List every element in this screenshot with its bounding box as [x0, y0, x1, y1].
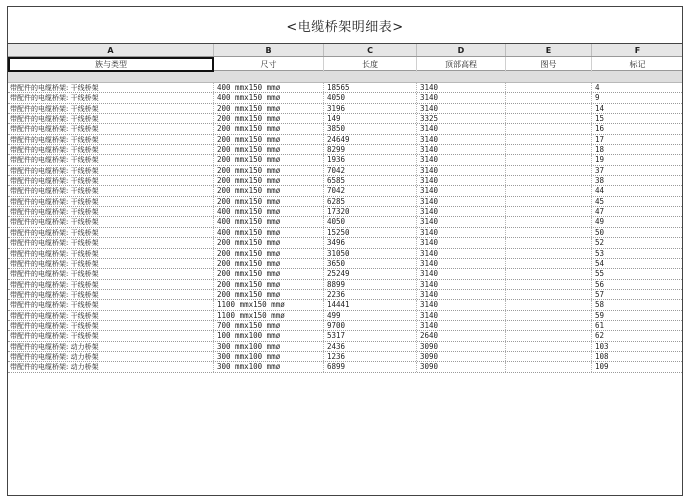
- cell-top-elevation[interactable]: 3140: [417, 124, 506, 133]
- cell-top-elevation[interactable]: 3325: [417, 114, 506, 123]
- cell-family-type[interactable]: 带配件的电缆桥架: 干线桥架: [8, 197, 214, 206]
- table-row[interactable]: [8, 352, 682, 362]
- table-row[interactable]: [8, 342, 682, 352]
- cell-family-type[interactable]: 带配件的电缆桥架: 干线桥架: [8, 249, 214, 258]
- column-header-row: [8, 57, 682, 71]
- cell-family-type[interactable]: 带配件的电缆桥架: 干线桥架: [8, 259, 214, 268]
- table-row[interactable]: [8, 217, 682, 227]
- cell-mark[interactable]: 37: [592, 166, 683, 175]
- cell-family-type[interactable]: 带配件的电缆桥架: 动力桥架: [8, 362, 214, 371]
- cell-size[interactable]: 200 mmx150 mmø: [214, 249, 324, 258]
- cell-length[interactable]: 7042: [324, 186, 417, 195]
- cell-mark[interactable]: 16: [592, 124, 683, 133]
- cell-drawing-number[interactable]: [506, 300, 592, 309]
- cell-length[interactable]: 6899: [324, 362, 417, 371]
- cell-mark[interactable]: 58: [592, 300, 683, 309]
- cell-top-elevation[interactable]: 3140: [417, 197, 506, 206]
- cell-length[interactable]: 4050: [324, 93, 417, 102]
- header-family-type[interactable]: 族与类型: [8, 57, 214, 72]
- header-top-elevation[interactable]: 顶部高程: [417, 57, 506, 72]
- cell-size[interactable]: 400 mmx150 mmø: [214, 207, 324, 216]
- cell-length[interactable]: 499: [324, 311, 417, 320]
- cell-length[interactable]: 4050: [324, 217, 417, 226]
- cell-size[interactable]: 300 mmx100 mmø: [214, 362, 324, 371]
- table-row[interactable]: [8, 166, 682, 176]
- cell-top-elevation[interactable]: 3140: [417, 280, 506, 289]
- cell-size[interactable]: 400 mmx150 mmø: [214, 228, 324, 237]
- cell-drawing-number[interactable]: [506, 217, 592, 226]
- cell-mark[interactable]: 49: [592, 217, 683, 226]
- table-row[interactable]: [8, 280, 682, 290]
- cell-top-elevation[interactable]: 3140: [417, 166, 506, 175]
- table-body: [8, 83, 682, 373]
- cell-drawing-number[interactable]: [506, 166, 592, 175]
- cell-mark[interactable]: 109: [592, 362, 683, 371]
- cell-family-type[interactable]: 带配件的电缆桥架: 干线桥架: [8, 176, 214, 185]
- cell-length[interactable]: 2436: [324, 342, 417, 351]
- cell-length[interactable]: 18565: [324, 83, 417, 92]
- cell-family-type[interactable]: 带配件的电缆桥架: 干线桥架: [8, 104, 214, 113]
- cell-family-type[interactable]: 带配件的电缆桥架: 干线桥架: [8, 145, 214, 154]
- cell-length[interactable]: 1236: [324, 352, 417, 361]
- cell-drawing-number[interactable]: [506, 321, 592, 330]
- cell-length[interactable]: 3650: [324, 259, 417, 268]
- cell-length[interactable]: 7042: [324, 166, 417, 175]
- cell-size[interactable]: 200 mmx150 mmø: [214, 238, 324, 247]
- table-row[interactable]: [8, 238, 682, 248]
- cell-mark[interactable]: 53: [592, 249, 683, 258]
- cell-top-elevation[interactable]: 3140: [417, 83, 506, 92]
- cell-family-type[interactable]: 带配件的电缆桥架: 干线桥架: [8, 300, 214, 309]
- table-row[interactable]: [8, 362, 682, 372]
- cell-length[interactable]: 3196: [324, 104, 417, 113]
- table-row[interactable]: [8, 83, 682, 93]
- cell-drawing-number[interactable]: [506, 269, 592, 278]
- cell-drawing-number[interactable]: [506, 104, 592, 113]
- cell-size[interactable]: 200 mmx150 mmø: [214, 176, 324, 185]
- cell-size[interactable]: 200 mmx150 mmø: [214, 124, 324, 133]
- cell-length[interactable]: 8299: [324, 145, 417, 154]
- column-letter-d[interactable]: D: [417, 44, 506, 56]
- cell-mark[interactable]: 52: [592, 238, 683, 247]
- table-row[interactable]: [8, 176, 682, 186]
- cell-size[interactable]: 1100 mmx150 mmø: [214, 311, 324, 320]
- cell-mark[interactable]: 47: [592, 207, 683, 216]
- cell-family-type[interactable]: 带配件的电缆桥架: 干线桥架: [8, 217, 214, 226]
- cell-size[interactable]: 400 mmx150 mmø: [214, 93, 324, 102]
- cell-mark[interactable]: 4: [592, 83, 683, 92]
- cell-size[interactable]: 200 mmx150 mmø: [214, 145, 324, 154]
- cell-length[interactable]: 8899: [324, 280, 417, 289]
- cell-family-type[interactable]: 带配件的电缆桥架: 干线桥架: [8, 311, 214, 320]
- cell-size[interactable]: 200 mmx150 mmø: [214, 104, 324, 113]
- cell-mark[interactable]: 59: [592, 311, 683, 320]
- cell-family-type[interactable]: 带配件的电缆桥架: 干线桥架: [8, 207, 214, 216]
- column-letter-f[interactable]: F: [592, 44, 683, 56]
- table-row[interactable]: [8, 300, 682, 310]
- cell-top-elevation[interactable]: 3140: [417, 93, 506, 102]
- cell-family-type[interactable]: 带配件的电缆桥架: 干线桥架: [8, 228, 214, 237]
- cell-size[interactable]: 400 mmx150 mmø: [214, 83, 324, 92]
- cell-length[interactable]: 6585: [324, 176, 417, 185]
- cell-drawing-number[interactable]: [506, 238, 592, 247]
- cell-family-type[interactable]: 带配件的电缆桥架: 干线桥架: [8, 238, 214, 247]
- cell-top-elevation[interactable]: 3140: [417, 290, 506, 299]
- cell-drawing-number[interactable]: [506, 114, 592, 123]
- column-letter-e[interactable]: E: [506, 44, 592, 56]
- cell-drawing-number[interactable]: [506, 176, 592, 185]
- cell-size[interactable]: 300 mmx100 mmø: [214, 342, 324, 351]
- cell-mark[interactable]: 15: [592, 114, 683, 123]
- cell-family-type[interactable]: 带配件的电缆桥架: 干线桥架: [8, 331, 214, 340]
- cell-mark[interactable]: 56: [592, 280, 683, 289]
- cell-top-elevation[interactable]: 3140: [417, 217, 506, 226]
- cell-top-elevation[interactable]: 3140: [417, 311, 506, 320]
- header-size[interactable]: 尺寸: [214, 57, 324, 72]
- cell-mark[interactable]: 57: [592, 290, 683, 299]
- cell-size[interactable]: 200 mmx150 mmø: [214, 135, 324, 144]
- cell-family-type[interactable]: 带配件的电缆桥架: 干线桥架: [8, 93, 214, 102]
- cell-length[interactable]: 9700: [324, 321, 417, 330]
- cell-family-type[interactable]: 带配件的电缆桥架: 动力桥架: [8, 342, 214, 351]
- table-row[interactable]: [8, 259, 682, 269]
- cell-top-elevation[interactable]: 3090: [417, 352, 506, 361]
- table-row[interactable]: [8, 207, 682, 217]
- cell-drawing-number[interactable]: [506, 280, 592, 289]
- cell-drawing-number[interactable]: [506, 362, 592, 371]
- cell-top-elevation[interactable]: 3140: [417, 300, 506, 309]
- cell-family-type[interactable]: 带配件的电缆桥架: 干线桥架: [8, 124, 214, 133]
- cell-top-elevation[interactable]: 3140: [417, 155, 506, 164]
- cell-drawing-number[interactable]: [506, 259, 592, 268]
- schedule-sheet: [7, 6, 683, 496]
- cell-drawing-number[interactable]: [506, 155, 592, 164]
- cell-drawing-number[interactable]: [506, 228, 592, 237]
- cell-drawing-number[interactable]: [506, 186, 592, 195]
- cell-top-elevation[interactable]: 3140: [417, 207, 506, 216]
- cell-size[interactable]: 200 mmx150 mmø: [214, 166, 324, 175]
- cell-top-elevation[interactable]: 3140: [417, 176, 506, 185]
- cell-length[interactable]: 1936: [324, 155, 417, 164]
- cell-family-type[interactable]: 带配件的电缆桥架: 干线桥架: [8, 280, 214, 289]
- cell-drawing-number[interactable]: [506, 207, 592, 216]
- cell-top-elevation[interactable]: 3140: [417, 228, 506, 237]
- cell-length[interactable]: 14441: [324, 300, 417, 309]
- cell-family-type[interactable]: 带配件的电缆桥架: 干线桥架: [8, 321, 214, 330]
- cell-mark[interactable]: 103: [592, 342, 683, 351]
- cell-top-elevation[interactable]: 3140: [417, 186, 506, 195]
- column-letter-c[interactable]: C: [324, 44, 417, 56]
- cell-top-elevation[interactable]: 3140: [417, 249, 506, 258]
- cell-size[interactable]: 200 mmx150 mmø: [214, 197, 324, 206]
- cell-size[interactable]: 200 mmx150 mmø: [214, 186, 324, 195]
- cell-family-type[interactable]: 带配件的电缆桥架: 动力桥架: [8, 352, 214, 361]
- header-mark[interactable]: 标记: [592, 57, 683, 72]
- schedule-title: <电缆桥架明细表>: [8, 7, 682, 44]
- cell-family-type[interactable]: 带配件的电缆桥架: 干线桥架: [8, 269, 214, 278]
- cell-drawing-number[interactable]: [506, 145, 592, 154]
- table-row[interactable]: [8, 269, 682, 279]
- cell-family-type[interactable]: 带配件的电缆桥架: 干线桥架: [8, 114, 214, 123]
- cell-length[interactable]: 31050: [324, 249, 417, 258]
- cell-drawing-number[interactable]: [506, 93, 592, 102]
- cell-top-elevation[interactable]: 3140: [417, 269, 506, 278]
- table-row[interactable]: [8, 311, 682, 321]
- cell-size[interactable]: 200 mmx150 mmø: [214, 259, 324, 268]
- cell-top-elevation[interactable]: 3140: [417, 259, 506, 268]
- table-row[interactable]: [8, 331, 682, 341]
- cell-mark[interactable]: 17: [592, 135, 683, 144]
- cell-mark[interactable]: 61: [592, 321, 683, 330]
- cell-family-type[interactable]: 带配件的电缆桥架: 干线桥架: [8, 166, 214, 175]
- cell-size[interactable]: 700 mmx150 mmø: [214, 321, 324, 330]
- table-row[interactable]: [8, 93, 682, 103]
- cell-length[interactable]: 149: [324, 114, 417, 123]
- table-row[interactable]: [8, 145, 682, 155]
- cell-mark[interactable]: 62: [592, 331, 683, 340]
- table-row[interactable]: [8, 124, 682, 134]
- cell-length[interactable]: 17320: [324, 207, 417, 216]
- cell-drawing-number[interactable]: [506, 342, 592, 351]
- cell-mark[interactable]: 19: [592, 155, 683, 164]
- cell-size[interactable]: 200 mmx150 mmø: [214, 114, 324, 123]
- column-letter-b[interactable]: B: [214, 44, 324, 56]
- cell-mark[interactable]: 38: [592, 176, 683, 185]
- cell-top-elevation[interactable]: 3140: [417, 135, 506, 144]
- cell-drawing-number[interactable]: [506, 311, 592, 320]
- cell-length[interactable]: 3496: [324, 238, 417, 247]
- table-row[interactable]: [8, 155, 682, 165]
- cell-family-type[interactable]: 带配件的电缆桥架: 干线桥架: [8, 155, 214, 164]
- cell-size[interactable]: 400 mmx150 mmø: [214, 217, 324, 226]
- cell-length[interactable]: 25249: [324, 269, 417, 278]
- cell-mark[interactable]: 50: [592, 228, 683, 237]
- table-row[interactable]: [8, 228, 682, 238]
- cell-family-type[interactable]: 带配件的电缆桥架: 干线桥架: [8, 83, 214, 92]
- cell-family-type[interactable]: 带配件的电缆桥架: 干线桥架: [8, 135, 214, 144]
- cell-size[interactable]: 200 mmx150 mmø: [214, 155, 324, 164]
- cell-mark[interactable]: 54: [592, 259, 683, 268]
- cell-length[interactable]: 6285: [324, 197, 417, 206]
- cell-size[interactable]: 1100 mmx150 mmø: [214, 300, 324, 309]
- cell-size[interactable]: 100 mmx100 mmø: [214, 331, 324, 340]
- cell-mark[interactable]: 55: [592, 269, 683, 278]
- column-letter-a[interactable]: A: [8, 44, 214, 56]
- group-band: [8, 71, 682, 83]
- cell-size[interactable]: 200 mmx150 mmø: [214, 269, 324, 278]
- table-row[interactable]: [8, 321, 682, 331]
- cell-mark[interactable]: 14: [592, 104, 683, 113]
- cell-length[interactable]: 2236: [324, 290, 417, 299]
- cell-mark[interactable]: 18: [592, 145, 683, 154]
- table-row[interactable]: [8, 249, 682, 259]
- cell-drawing-number[interactable]: [506, 352, 592, 361]
- cell-drawing-number[interactable]: [506, 197, 592, 206]
- cell-length[interactable]: 24649: [324, 135, 417, 144]
- table-row[interactable]: [8, 135, 682, 145]
- cell-family-type[interactable]: 带配件的电缆桥架: 干线桥架: [8, 290, 214, 299]
- cell-drawing-number[interactable]: [506, 83, 592, 92]
- cell-top-elevation[interactable]: 3140: [417, 145, 506, 154]
- cell-drawing-number[interactable]: [506, 290, 592, 299]
- cell-top-elevation[interactable]: 3140: [417, 104, 506, 113]
- cell-mark[interactable]: 44: [592, 186, 683, 195]
- table-row[interactable]: [8, 104, 682, 114]
- table-row[interactable]: [8, 114, 682, 124]
- cell-mark[interactable]: 9: [592, 93, 683, 102]
- cell-top-elevation[interactable]: 3140: [417, 321, 506, 330]
- cell-mark[interactable]: 45: [592, 197, 683, 206]
- cell-size[interactable]: 200 mmx150 mmø: [214, 280, 324, 289]
- cell-drawing-number[interactable]: [506, 124, 592, 133]
- table-row[interactable]: [8, 290, 682, 300]
- cell-drawing-number[interactable]: [506, 249, 592, 258]
- cell-top-elevation[interactable]: 3090: [417, 342, 506, 351]
- header-drawing-number[interactable]: 图号: [506, 57, 592, 72]
- cell-drawing-number[interactable]: [506, 331, 592, 340]
- header-length[interactable]: 长度: [324, 57, 417, 72]
- cell-top-elevation[interactable]: 3090: [417, 362, 506, 371]
- cell-length[interactable]: 15250: [324, 228, 417, 237]
- cell-family-type[interactable]: 带配件的电缆桥架: 干线桥架: [8, 186, 214, 195]
- cell-length[interactable]: 5317: [324, 331, 417, 340]
- cell-mark[interactable]: 108: [592, 352, 683, 361]
- cell-top-elevation[interactable]: 3140: [417, 238, 506, 247]
- cell-length[interactable]: 3850: [324, 124, 417, 133]
- cell-size[interactable]: 300 mmx100 mmø: [214, 352, 324, 361]
- cell-size[interactable]: 200 mmx150 mmø: [214, 290, 324, 299]
- table-row[interactable]: [8, 186, 682, 196]
- column-letter-row: [8, 44, 682, 57]
- cell-drawing-number[interactable]: [506, 135, 592, 144]
- table-row[interactable]: [8, 197, 682, 207]
- cell-top-elevation[interactable]: 2640: [417, 331, 506, 340]
